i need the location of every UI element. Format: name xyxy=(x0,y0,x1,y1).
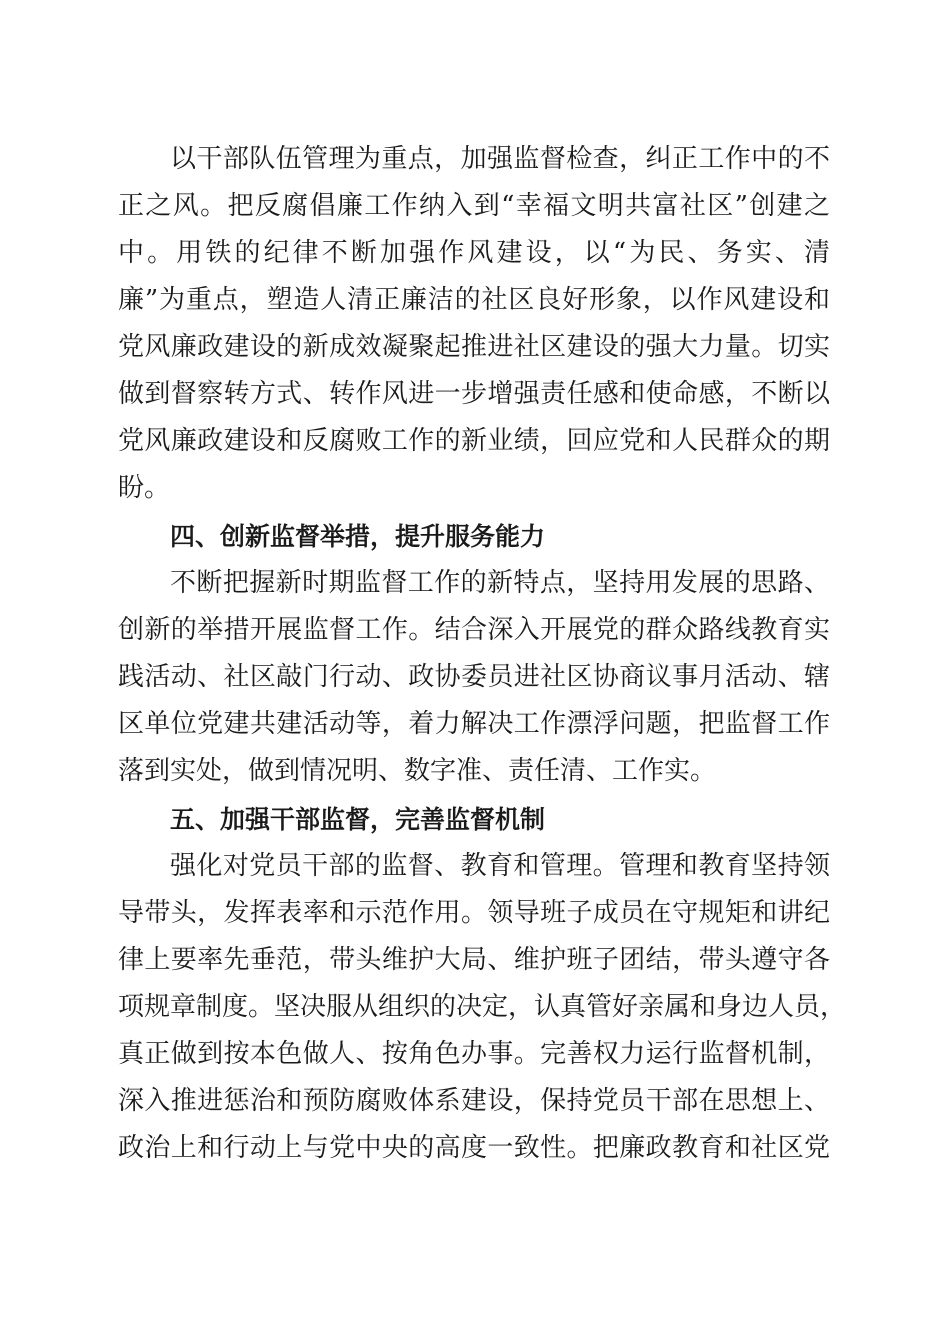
text-line: 导带头，发挥表率和示范作用。领导班子成员在守规矩和讲纪 xyxy=(118,898,830,928)
text-line: 中。用铁的纪律不断加强作风建设，以“为民、务实、清 xyxy=(118,238,830,268)
section-heading-4: 四、创新监督举措，提升服务能力 xyxy=(170,522,546,551)
text-line: 党风廉政建设的新成效凝聚起推进社区建设的强大力量。切实 xyxy=(118,332,830,362)
text-line: 不断把握新时期监督工作的新特点，坚持用发展的思路、 xyxy=(170,568,830,598)
section-heading-5: 五、加强干部监督，完善监督机制 xyxy=(170,805,546,834)
text-line: 做到督察转方式、转作风进一步增强责任感和使命感，不断以 xyxy=(118,379,830,409)
text-line: 强化对党员干部的监督、教育和管理。管理和教育坚持领 xyxy=(170,851,830,881)
text-line: 以干部队伍管理为重点，加强监督检查，纠正工作中的不 xyxy=(170,144,830,174)
text-line: 党风廉政建设和反腐败工作的新业绩，回应党和人民群众的期 xyxy=(118,426,830,456)
text-line: 政治上和行动上与党中央的高度一致性。把廉政教育和社区党 xyxy=(118,1133,830,1163)
paragraph-innovation xyxy=(118,560,830,795)
text-line: 践活动、社区敲门行动、政协委员进社区协商议事月活动、辖 xyxy=(118,662,830,692)
text-line: 正之风。把反腐倡廉工作纳入到“幸福文明共富社区”创建之 xyxy=(118,191,830,221)
paragraph-discipline xyxy=(118,136,830,512)
text-line: 廉”为重点，塑造人清正廉洁的社区良好形象，以作风建设和 xyxy=(118,285,830,315)
text-line: 创新的举措开展监督工作。结合深入开展党的群众路线教育实 xyxy=(118,615,830,645)
text-line: 盼。 xyxy=(118,473,171,503)
text-line: 项规章制度。坚决服从组织的决定，认真管好亲属和身边人员， xyxy=(118,992,847,1022)
text-line: 区单位党建共建活动等，着力解决工作漂浮问题，把监督工作 xyxy=(118,709,830,739)
text-line: 落到实处，做到情况明、数字准、责任清、工作实。 xyxy=(118,756,717,786)
text-line: 真正做到按本色做人、按角色办事。完善权力运行监督机制， xyxy=(118,1039,830,1069)
text-line: 律上要率先垂范，带头维护大局、维护班子团结，带头遵守各 xyxy=(118,945,830,975)
paragraph-supervision xyxy=(118,843,847,1172)
document-body xyxy=(118,136,847,1172)
text-line: 深入推进惩治和预防腐败体系建设，保持党员干部在思想上、 xyxy=(118,1086,830,1116)
